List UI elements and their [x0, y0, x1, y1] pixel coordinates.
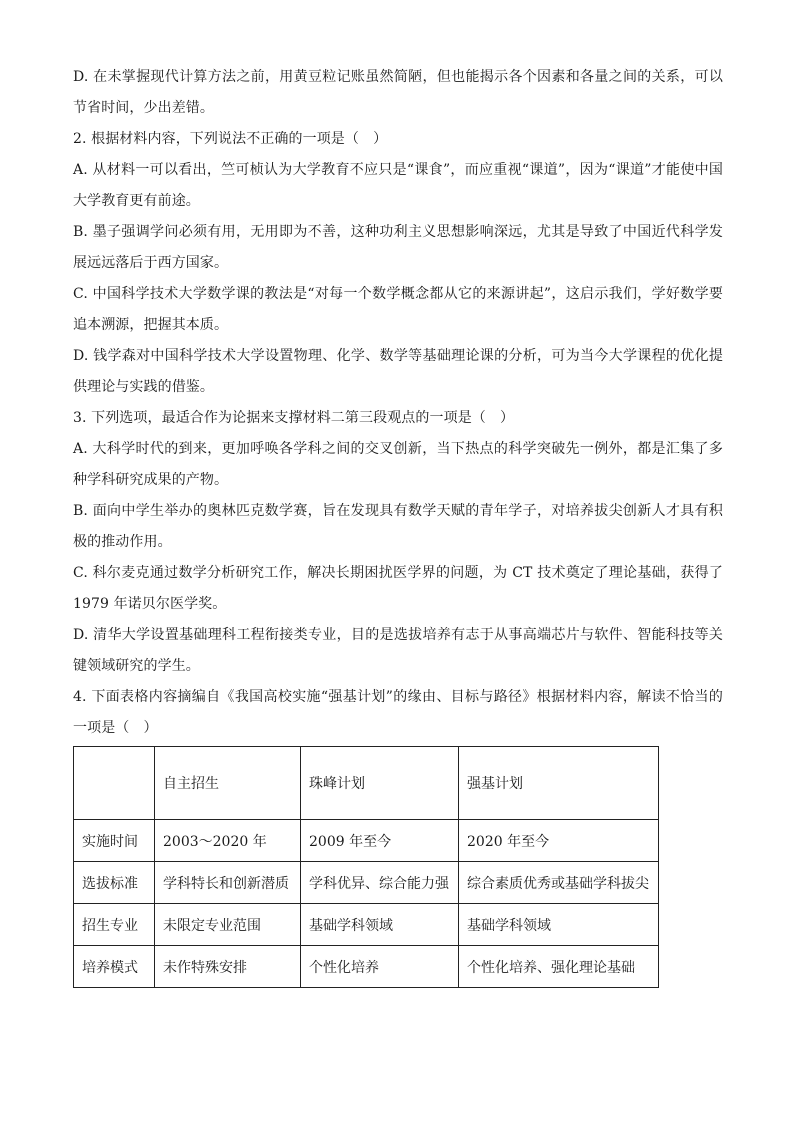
table-cell: 2009 年至今 — [301, 820, 459, 862]
table-cell: 学科特长和创新潜质 — [155, 862, 301, 904]
table-cell: 未作特殊安排 — [155, 946, 301, 988]
table-cell: 2020 年至今 — [459, 820, 659, 862]
question-2-option-c: C. 中国科学技术大学数学课的教法是“对每一个数学概念都从它的来源讲起”，这启示我们，学好数学要追本溯源，把握其本质。 — [73, 286, 723, 333]
option-d-q1: D. 在未掌握现代计算方法之前，用黄豆粒记账虽然简陋，但也能揭示各个因素和各量之间的关系，可以节省时间，少出差错。 — [73, 69, 723, 116]
table-row-label: 选拔标准 — [74, 862, 155, 904]
question-3-option-c: C. 科尔麦克通过数学分析研究工作，解决长期困扰医学界的问题，为 CT 技术奠定了理论基础，获得了 1979 年诺贝尔医学奖。 — [73, 565, 723, 612]
table-row — [74, 862, 659, 904]
question-2-stem: 2. 根据材料内容，下列说法不正确的一项是（ ） — [73, 131, 388, 147]
table-cell: 基础学科领域 — [459, 904, 659, 946]
question-3-stem: 3. 下列选项，最适合作为论据来支撑材料二第三段观点的一项是（ ） — [73, 410, 515, 426]
question-3-option-a: A. 大科学时代的到来，更加呼唤各学科之间的交叉创新，当下热点的科学突破先一例外，都是汇集了多种学科研究成果的产物。 — [73, 441, 723, 488]
table-cell: 2003～2020 年 — [155, 820, 301, 862]
table-header-cell: 珠峰计划 — [301, 747, 459, 820]
table-cell: 个性化培养 — [301, 946, 459, 988]
question-3-option-d: D. 清华大学设置基础理科工程衔接类专业，目的是选拔培养有志于从事高端芯片与软件、智能科技等关键领域研究的学生。 — [73, 627, 723, 674]
table-header-cell: 自主招生 — [155, 747, 301, 820]
table-cell: 未限定专业范围 — [155, 904, 301, 946]
table-cell: 学科优异、综合能力强 — [301, 862, 459, 904]
question-2-option-a: A. 从材料一可以看出，竺可桢认为大学教育不应只是“课食”，而应重视“课道”，因为“课道”才能使中国大学教育更有前途。 — [73, 162, 723, 209]
table-row — [74, 820, 659, 862]
comparison-table — [73, 746, 659, 988]
question-2-option-b: B. 墨子强调学问必须有用，无用即为不善，这种功利主义思想影响深远，尤其是导致了中国近代科学发展远远落后于西方国家。 — [73, 224, 723, 271]
table-row-label: 培养模式 — [74, 946, 155, 988]
question-3-option-b: B. 面向中学生举办的奥林匹克数学赛，旨在发现具有数学天赋的青年学子，对培养拔尖创新人才具有积极的推动作用。 — [73, 503, 723, 550]
question-2-option-d: D. 钱学森对中国科学技术大学设置物理、化学、数学等基础理论课的分析，可为当今大学课程的优化提供理论与实践的借鉴。 — [73, 348, 723, 395]
document-page — [73, 62, 723, 988]
table-header-cell: 强基计划 — [459, 747, 659, 820]
table-cell: 综合素质优秀或基础学科拔尖 — [459, 862, 659, 904]
table-cell: 基础学科领域 — [301, 904, 459, 946]
table-header-row — [74, 747, 659, 820]
table-cell: 个性化培养、强化理论基础 — [459, 946, 659, 988]
table-header-cell — [74, 747, 155, 820]
table-row — [74, 904, 659, 946]
table-row-label: 实施时间 — [74, 820, 155, 862]
table-row — [74, 946, 659, 988]
question-4-stem: 4. 下面表格内容摘编自《我国高校实施“强基计划”的缘由、目标与路径》根据材料内容，解读不恰当的一项是（ ） — [73, 689, 723, 736]
table-row-label: 招生专业 — [74, 904, 155, 946]
